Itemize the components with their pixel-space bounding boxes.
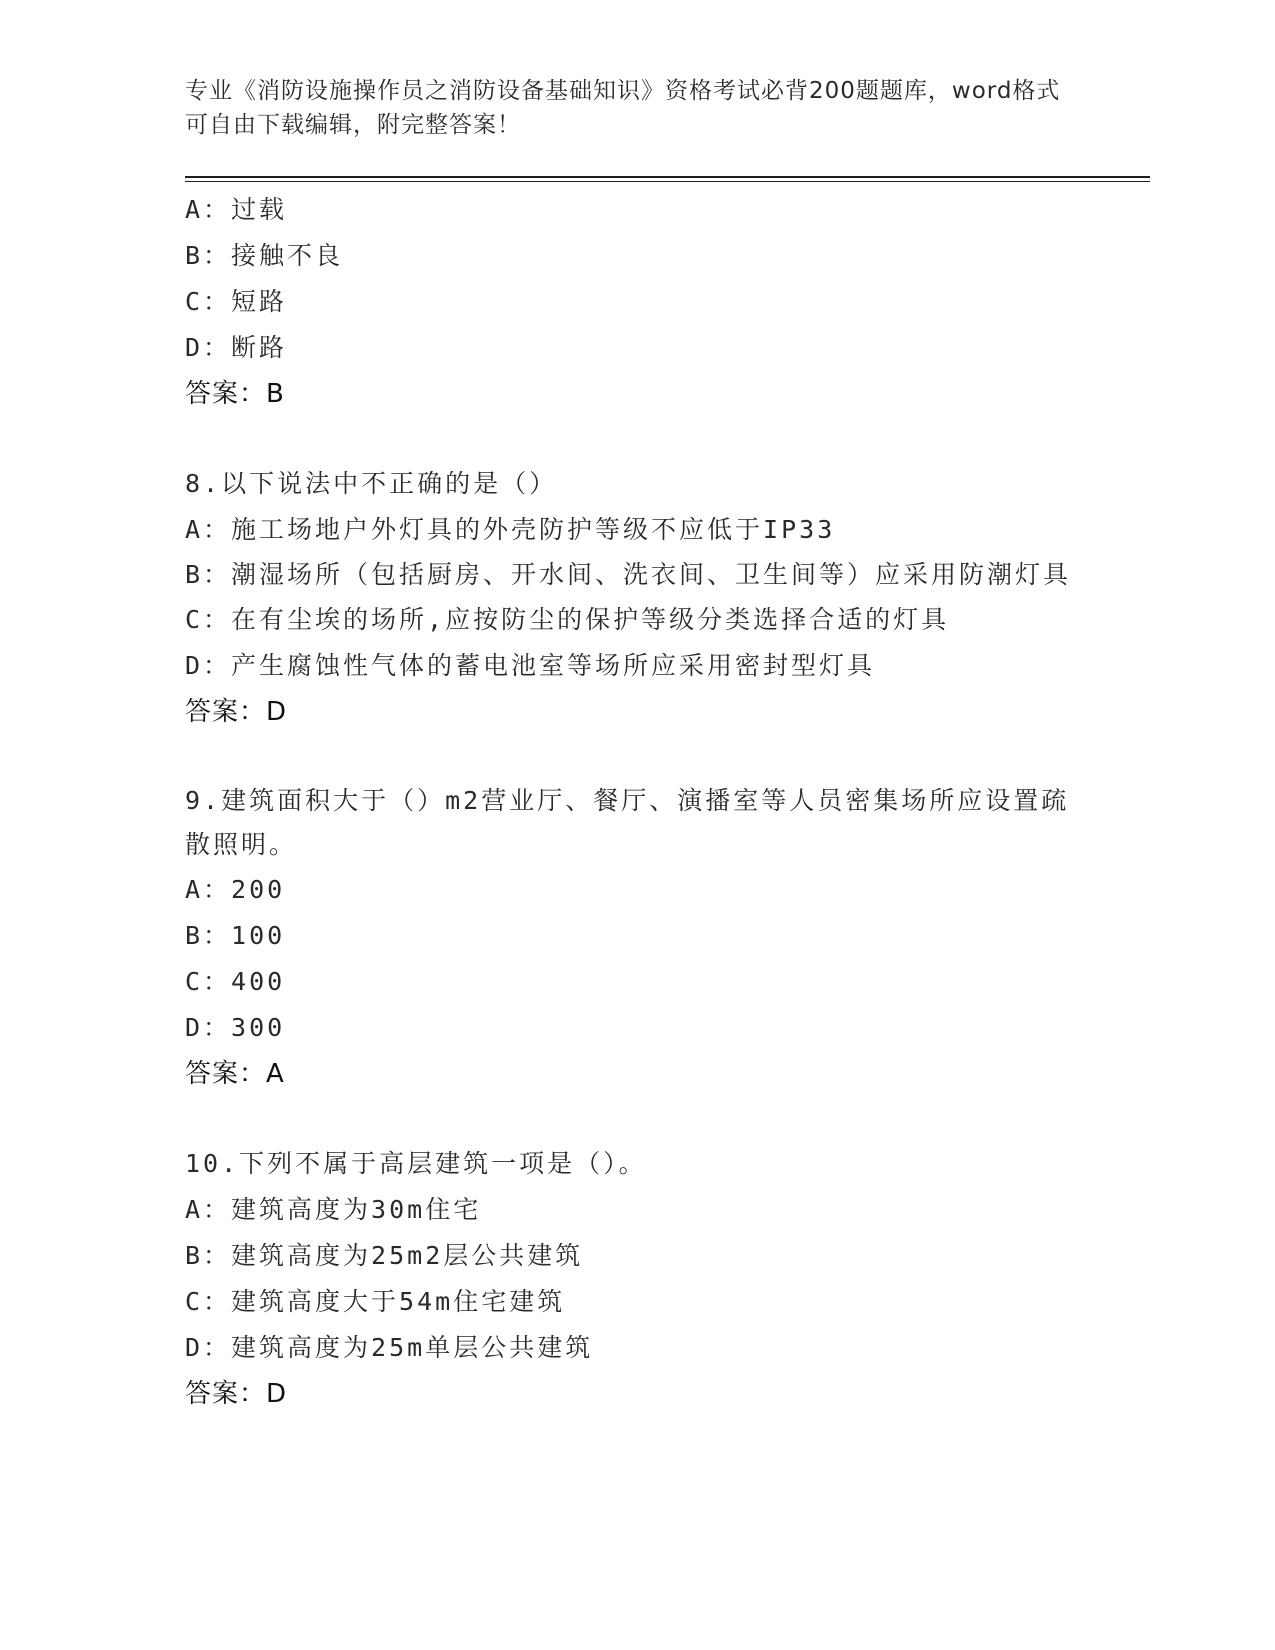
header-divider-thin [185, 181, 1150, 182]
option-b: B：建筑高度为25m2层公共建筑 [185, 1241, 584, 1270]
option-c: C：在有尘埃的场所,应按防尘的保护等级分类选择合适的灯具 [185, 605, 950, 634]
option-d: D：建筑高度为25m单层公共建筑 [185, 1333, 594, 1362]
question-text: 10.下列不属于高层建筑一项是（）。 [185, 1149, 647, 1178]
question-text: 8.以下说法中不正确的是（） [185, 469, 558, 498]
answer-label: 答案：D [185, 1379, 288, 1409]
option-c: C：400 [185, 967, 286, 996]
option-a: A：200 [185, 875, 286, 904]
option-b: B：接触不良 [185, 241, 344, 270]
option-b: B：100 [185, 921, 286, 950]
question-text: 9.建筑面积大于（）m2营业厅、餐厅、演播室等人员密集场所应设置疏散照明。 [185, 786, 1070, 859]
document-header: 专业《消防设施操作员之消防设备基础知识》资格考试必背200题题库，word格式可自由下载编辑，附完整答案！ [185, 78, 1061, 138]
option-a: A：建筑高度为30m住宅 [185, 1195, 482, 1224]
question-9 [185, 779, 1085, 1097]
answer-label: 答案：D [185, 697, 288, 727]
question-7 [185, 187, 1085, 417]
option-d: D：300 [185, 1013, 286, 1042]
question-8 [185, 461, 1085, 735]
answer-label: 答案：A [185, 1059, 285, 1089]
option-d: D：产生腐蚀性气体的蓄电池室等场所应采用密封型灯具 [185, 651, 876, 680]
header-divider-thick [185, 176, 1150, 178]
question-list [185, 187, 1085, 1417]
option-a: A：过载 [185, 195, 288, 224]
question-10 [185, 1141, 1085, 1417]
option-c: C：建筑高度大于54m住宅建筑 [185, 1287, 566, 1316]
option-a: A：施工场地户外灯具的外壳防护等级不应低于IP33 [185, 515, 836, 544]
option-d: D：断路 [185, 333, 288, 362]
option-b: B：潮湿场所（包括厨房、开水间、洗衣间、卫生间等）应采用防潮灯具 [185, 560, 1072, 589]
option-c: C：短路 [185, 287, 288, 316]
answer-label: 答案：B [185, 379, 285, 409]
